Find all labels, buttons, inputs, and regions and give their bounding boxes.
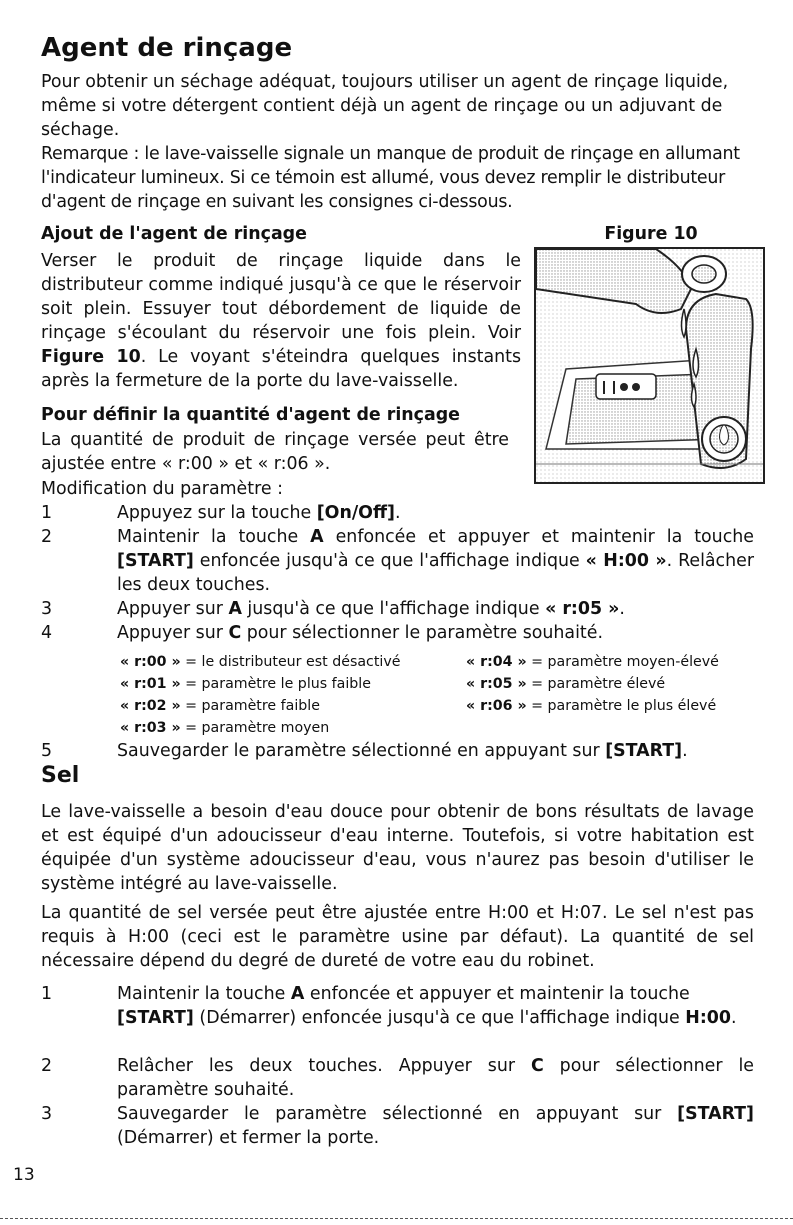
option-code: « r:00 » [120,654,181,670]
step-text: . Relâcher les deux touches. [117,551,754,596]
salt-step-3 [117,1102,754,1150]
option-desc: = paramètre faible [180,698,320,714]
step-text: pour sélectionner le paramètre souhaité. [117,1056,754,1101]
salt-quantity-paragraph: La quantité de sel versée peut être ajustée entre H:00 et H:07. Le sel n'est pas requis à H:00 (ceci est le paramètre usine par défaut). La quantité de sel nécessaire dépend du degré de dureté de votre eau du robinet. [41,903,754,972]
option-code: « r:01 » [120,676,181,692]
add-text-part: . Le voyant s'éteindra quelques instants après la fermeture de la porte du lave-vaisselle. [41,347,522,392]
start-key-label: [START] [677,1104,754,1124]
step-text: Relâcher les deux touches. Appuyer sur [117,1056,531,1076]
key-a-label: A [228,599,242,619]
salt-intro-paragraph: Le lave-vaisselle a besoin d'eau douce pour obtenir de bons résultats de lavage et est équipé d'un adoucisseur d'eau interne. Toutefois, si votre habitation est équipée d'un système adoucisseur d'eau, vous n'aurez pas besoin d'utiliser le système intégré au lave-vaisselle. [41,802,754,895]
step-number: 1 [41,503,53,523]
start-key-label: [START] [117,1008,194,1029]
step-text: Maintenir la touche [117,984,291,1004]
step-text: . [730,1008,737,1029]
bottom-scan-edge [0,1218,793,1219]
step-number: 2 [41,1056,53,1076]
salt-step-1 [117,982,754,1030]
step-number: 3 [41,599,53,619]
option-desc: = paramètre élevé [526,676,666,692]
rinse-dispenser-drawing [536,249,763,482]
display-value: « H:00 » [585,551,667,572]
step-text: pour sélectionner le paramètre souhaité. [241,623,603,643]
step-text: Sauvegarder le paramètre sélectionné en appuyant sur [117,1104,678,1124]
figure-10-illustration [534,247,765,484]
modification-label: Modification du paramètre : [41,479,283,499]
key-a-label: A [310,527,324,547]
option-desc: = paramètre moyen [180,720,330,736]
start-key-label: [START] [117,551,194,572]
option-desc: = paramètre le plus élevé [526,698,717,714]
step-text: Maintenir la touche [117,527,311,547]
step-number: 3 [41,1104,53,1124]
option-code: « r:05 » [466,676,527,692]
rinse-step-3 [117,597,754,621]
step-text: enfoncée et appuyer et maintenir la touche [304,984,690,1004]
option-item [120,718,329,739]
option-code: « r:04 » [466,654,527,670]
figure-caption: Figure 10 [604,224,698,244]
rinse-step-5 [117,739,754,763]
option-item [466,652,719,673]
option-code: « r:03 » [120,720,181,736]
display-value: H:00 [685,1008,731,1029]
step-text: . [682,741,688,761]
option-item [120,696,320,717]
rinse-intro-paragraph: Pour obtenir un séchage adéquat, toujours utiliser un agent de rinçage liquide, même si votre détergent contient déjà un agent de rinçage ou un adjuvant de séchage. [41,72,729,141]
step-text: . [395,503,401,523]
key-c-label: C [228,623,242,643]
step-number: 2 [41,527,53,547]
step-number: 1 [41,984,53,1004]
step-text: enfoncée et appuyer et maintenir la touche [323,527,754,547]
option-desc: = le distributeur est désactivé [180,654,401,670]
step-text: Appuyer sur [117,623,229,643]
step-text: Sauvegarder le paramètre sélectionné en appuyant sur [117,741,606,761]
step-text: Appuyer sur [117,599,229,619]
section-title-salt: Sel [41,763,80,788]
figure-reference: Figure 10 [41,347,141,368]
start-key-label: [START] [605,741,683,761]
add-text-part: Verser le produit de rinçage liquide dans le distributeur comme indiqué jusqu'à ce que le réservoir soit plein. Essuyer tout débordement de liquide de rinçage s'écoulant du réservoir une fois plein. Voir [41,251,521,344]
onoff-key-label: [On/Off] [316,503,396,523]
step-text: (Démarrer) enfoncée jusqu'à ce que l'affichage indique [193,1008,686,1029]
section-title-rinse-agent: Agent de rinçage [41,33,293,63]
option-code: « r:02 » [120,698,181,714]
option-desc: = paramètre le plus faible [180,676,371,692]
option-item [120,674,371,695]
set-quantity-paragraph: La quantité de produit de rinçage versée peut être ajustée entre « r:00 » et « r:06 ». [41,430,509,475]
key-c-label: C [530,1056,544,1076]
step-number: 5 [41,741,53,761]
display-value: « r:05 » [545,599,620,619]
rinse-step-4 [117,621,754,645]
step-number: 4 [41,623,53,643]
salt-step-2 [117,1054,754,1102]
rinse-note-paragraph: Remarque : le lave-vaisselle signale un manque de produit de rinçage en allumant l'indicateur lumineux. Si ce témoin est allumé, vous devez remplir le distributeur d'agent de rinçage en suivant les consignes ci-dessous. [41,144,740,213]
add-rinse-agent-paragraph [41,249,521,394]
step-text: Appuyez sur la touche [117,503,317,523]
step-text: enfoncée jusqu'à ce que l'affichage indique [193,551,586,572]
rinse-step-2 [117,525,754,597]
step-text: jusqu'à ce que l'affichage indique [241,599,546,619]
option-item [466,696,716,717]
rinse-step-1 [117,501,754,525]
key-a-label: A [290,984,305,1004]
set-quantity-heading: Pour définir la quantité d'agent de rinçage [41,405,460,425]
step-text: . [619,599,625,619]
add-rinse-agent-heading: Ajout de l'agent de rinçage [41,224,307,244]
step-text: (Démarrer) et fermer la porte. [117,1128,380,1149]
option-desc: = paramètre moyen-élevé [526,654,719,670]
option-item [120,652,400,673]
option-item [466,674,665,695]
option-code: « r:06 » [466,698,527,714]
page-number: 13 [13,1165,35,1185]
